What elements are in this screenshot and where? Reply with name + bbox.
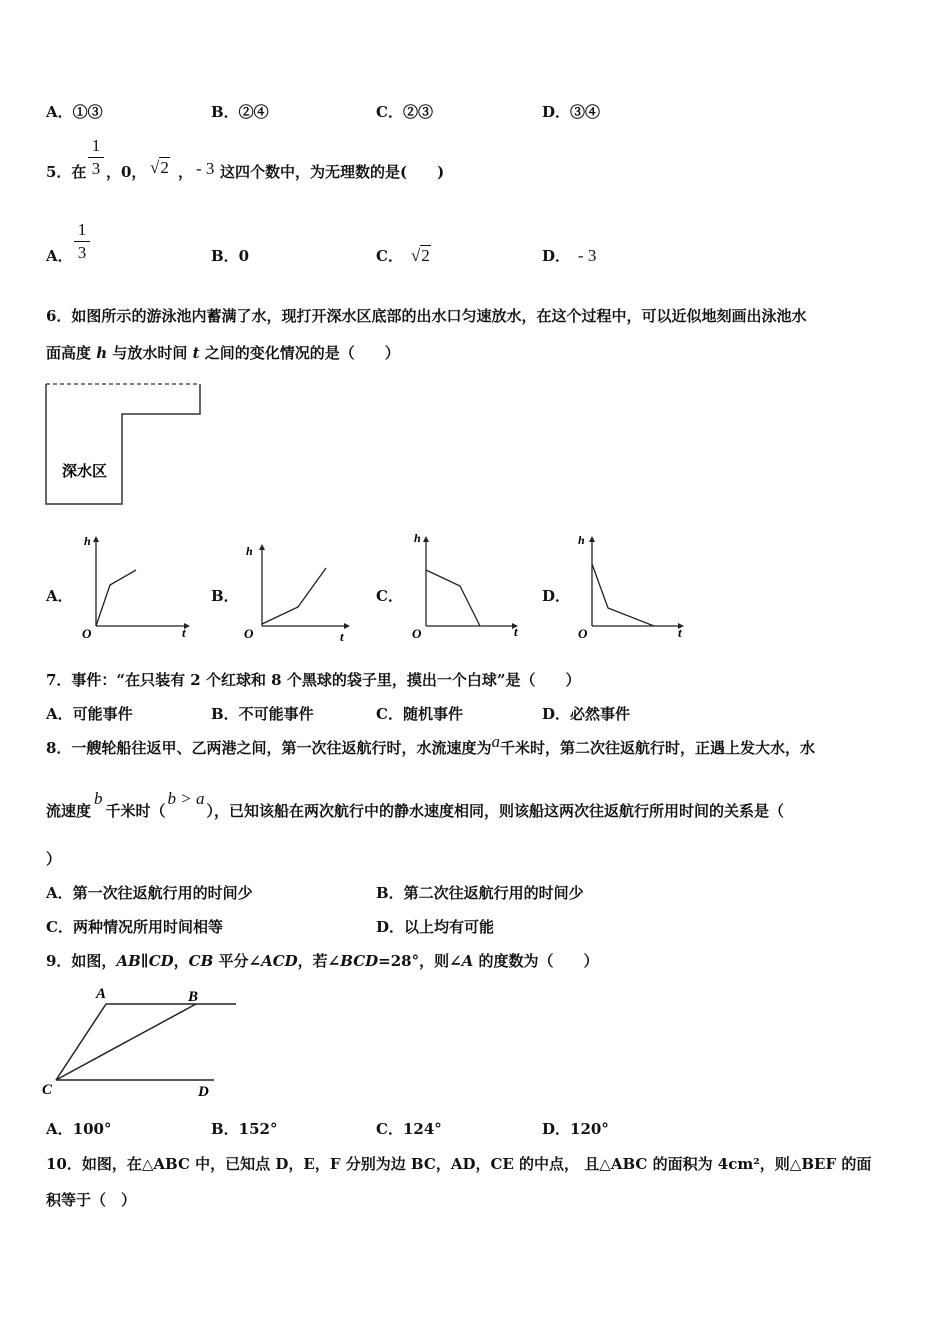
q4-option-c[interactable]: C．②③ [376, 103, 433, 121]
graph-b-curve [262, 568, 326, 624]
q9-option-a[interactable]: A．100° [46, 1120, 112, 1138]
graph-d[interactable] [574, 530, 694, 642]
q6-option-a[interactable]: A． [46, 587, 73, 605]
q7-option-d[interactable]: D．必然事件 [542, 705, 631, 723]
point-a-label: A [96, 986, 107, 1002]
svg-text:h: h [246, 544, 253, 558]
q7-option-a[interactable]: A．可能事件 [46, 705, 133, 723]
q10-stem-line2: 积等于（ ） [46, 1191, 137, 1209]
q5-neg3: - 3 [196, 159, 215, 178]
q7-stem: 7．事件：“在只装有 2 个红球和 8 个黑球的袋子里，摸出一个白球”是（ ） [46, 671, 581, 689]
q4-option-b[interactable]: B．②④ [211, 103, 269, 121]
svg-text:O: O [412, 626, 422, 641]
q5-sqrt2: √2 [150, 158, 169, 177]
svg-text:h: h [414, 531, 421, 545]
q6-option-c[interactable]: C． [376, 587, 403, 605]
q9-option-d[interactable]: D．120° [542, 1120, 609, 1138]
svg-text:O: O [578, 626, 588, 641]
svg-text:O: O [82, 626, 92, 641]
fraction-numerator: 1 [91, 136, 101, 155]
graph-c[interactable] [408, 528, 528, 642]
q4-option-a[interactable]: A．①③ [46, 103, 103, 121]
q5-separator: ，0， [106, 163, 147, 181]
q5-option-c[interactable]: C． √2 [376, 246, 430, 265]
point-b-label: B [188, 989, 199, 1005]
svg-text:t: t [340, 629, 344, 644]
q8-option-c[interactable]: C．两种情况所用时间相等 [46, 918, 223, 936]
q6-option-b[interactable]: B． [211, 587, 239, 605]
svg-text:h: h [84, 534, 91, 548]
q9-option-c[interactable]: C．124° [376, 1120, 442, 1138]
sqrt-icon: √ [150, 158, 160, 177]
q5-separator2: ， [178, 163, 194, 181]
pool-deep-label: 深水区 [62, 464, 108, 480]
svg-text:t: t [678, 625, 682, 640]
q5-option-a[interactable]: A． [46, 247, 73, 265]
point-c-label: C [42, 1082, 53, 1098]
graph-a[interactable] [78, 530, 193, 642]
graph-b[interactable] [240, 538, 355, 644]
q10-stem-line1: 10．如图，在△ABC 中，已知点 D，E，F 分别为边 BC，AD，CE 的中点， 且△ABC 的面积为 4cm²，则△BEF 的面 [46, 1155, 872, 1173]
svg-text:O: O [244, 626, 254, 641]
graph-c-curve [426, 570, 480, 626]
graph-d-curve [592, 564, 654, 626]
point-d-label: D [198, 1084, 209, 1100]
q5-option-a-fraction: 1 3 [74, 220, 90, 263]
svg-text:h: h [578, 533, 585, 547]
q6-stem-line2: 面高度 h 与放水时间 t 之间的变化情况的是（ ） [46, 344, 400, 362]
q9-stem: 9．如图，AB∥CD，CB 平分∠ACD，若∠BCD=28°，则∠A 的度数为（ ） [46, 952, 599, 970]
q4-option-d[interactable]: D．③④ [542, 103, 601, 121]
svg-text:t: t [182, 625, 186, 640]
q5-option-d[interactable]: D． - 3 [542, 246, 597, 265]
q8-stem-line2: 流速度b千米时（b > a），已知该船在两次航行中的静水速度相同，则该船这两次往返航行所用时间的关系是（ [46, 789, 785, 820]
q7-option-c[interactable]: C．随机事件 [376, 705, 463, 723]
graph-a-curve [96, 570, 136, 626]
parallel-lines-diagram [38, 984, 248, 1100]
q8-stem-line3: ） [46, 850, 62, 868]
fraction-denominator: 3 [91, 159, 101, 178]
q5-stem-tail: 这四个数中，为无理数的是( ) [220, 163, 445, 181]
q8-option-d[interactable]: D．以上均有可能 [376, 918, 495, 936]
q6-stem-line1: 6．如图所示的游泳池内蓄满了水，现打开深水区底部的出水口匀速放水，在这个过程中，可以近似地刻画出泳池水 [46, 307, 807, 325]
q6-option-d[interactable]: D． [542, 587, 571, 605]
q7-option-b[interactable]: B．不可能事件 [211, 705, 314, 723]
q8-option-a[interactable]: A．第一次往返航行用的时间少 [46, 884, 253, 902]
q5-fraction [88, 136, 104, 179]
q9-option-b[interactable]: B．152° [211, 1120, 278, 1138]
pool-diagram [40, 378, 210, 510]
q5-number: 5．在 [46, 163, 87, 181]
q5-option-b[interactable]: B．0 [211, 247, 250, 265]
q8-option-b[interactable]: B．第二次往返航行用的时间少 [376, 884, 584, 902]
q8-stem-line1: 8．一艘轮船往返甲、乙两港之间，第一次往返航行时，水流速度为a千米时，第二次往返航行时，正遇上发大水，水 [46, 732, 815, 757]
svg-text:t: t [514, 624, 518, 639]
